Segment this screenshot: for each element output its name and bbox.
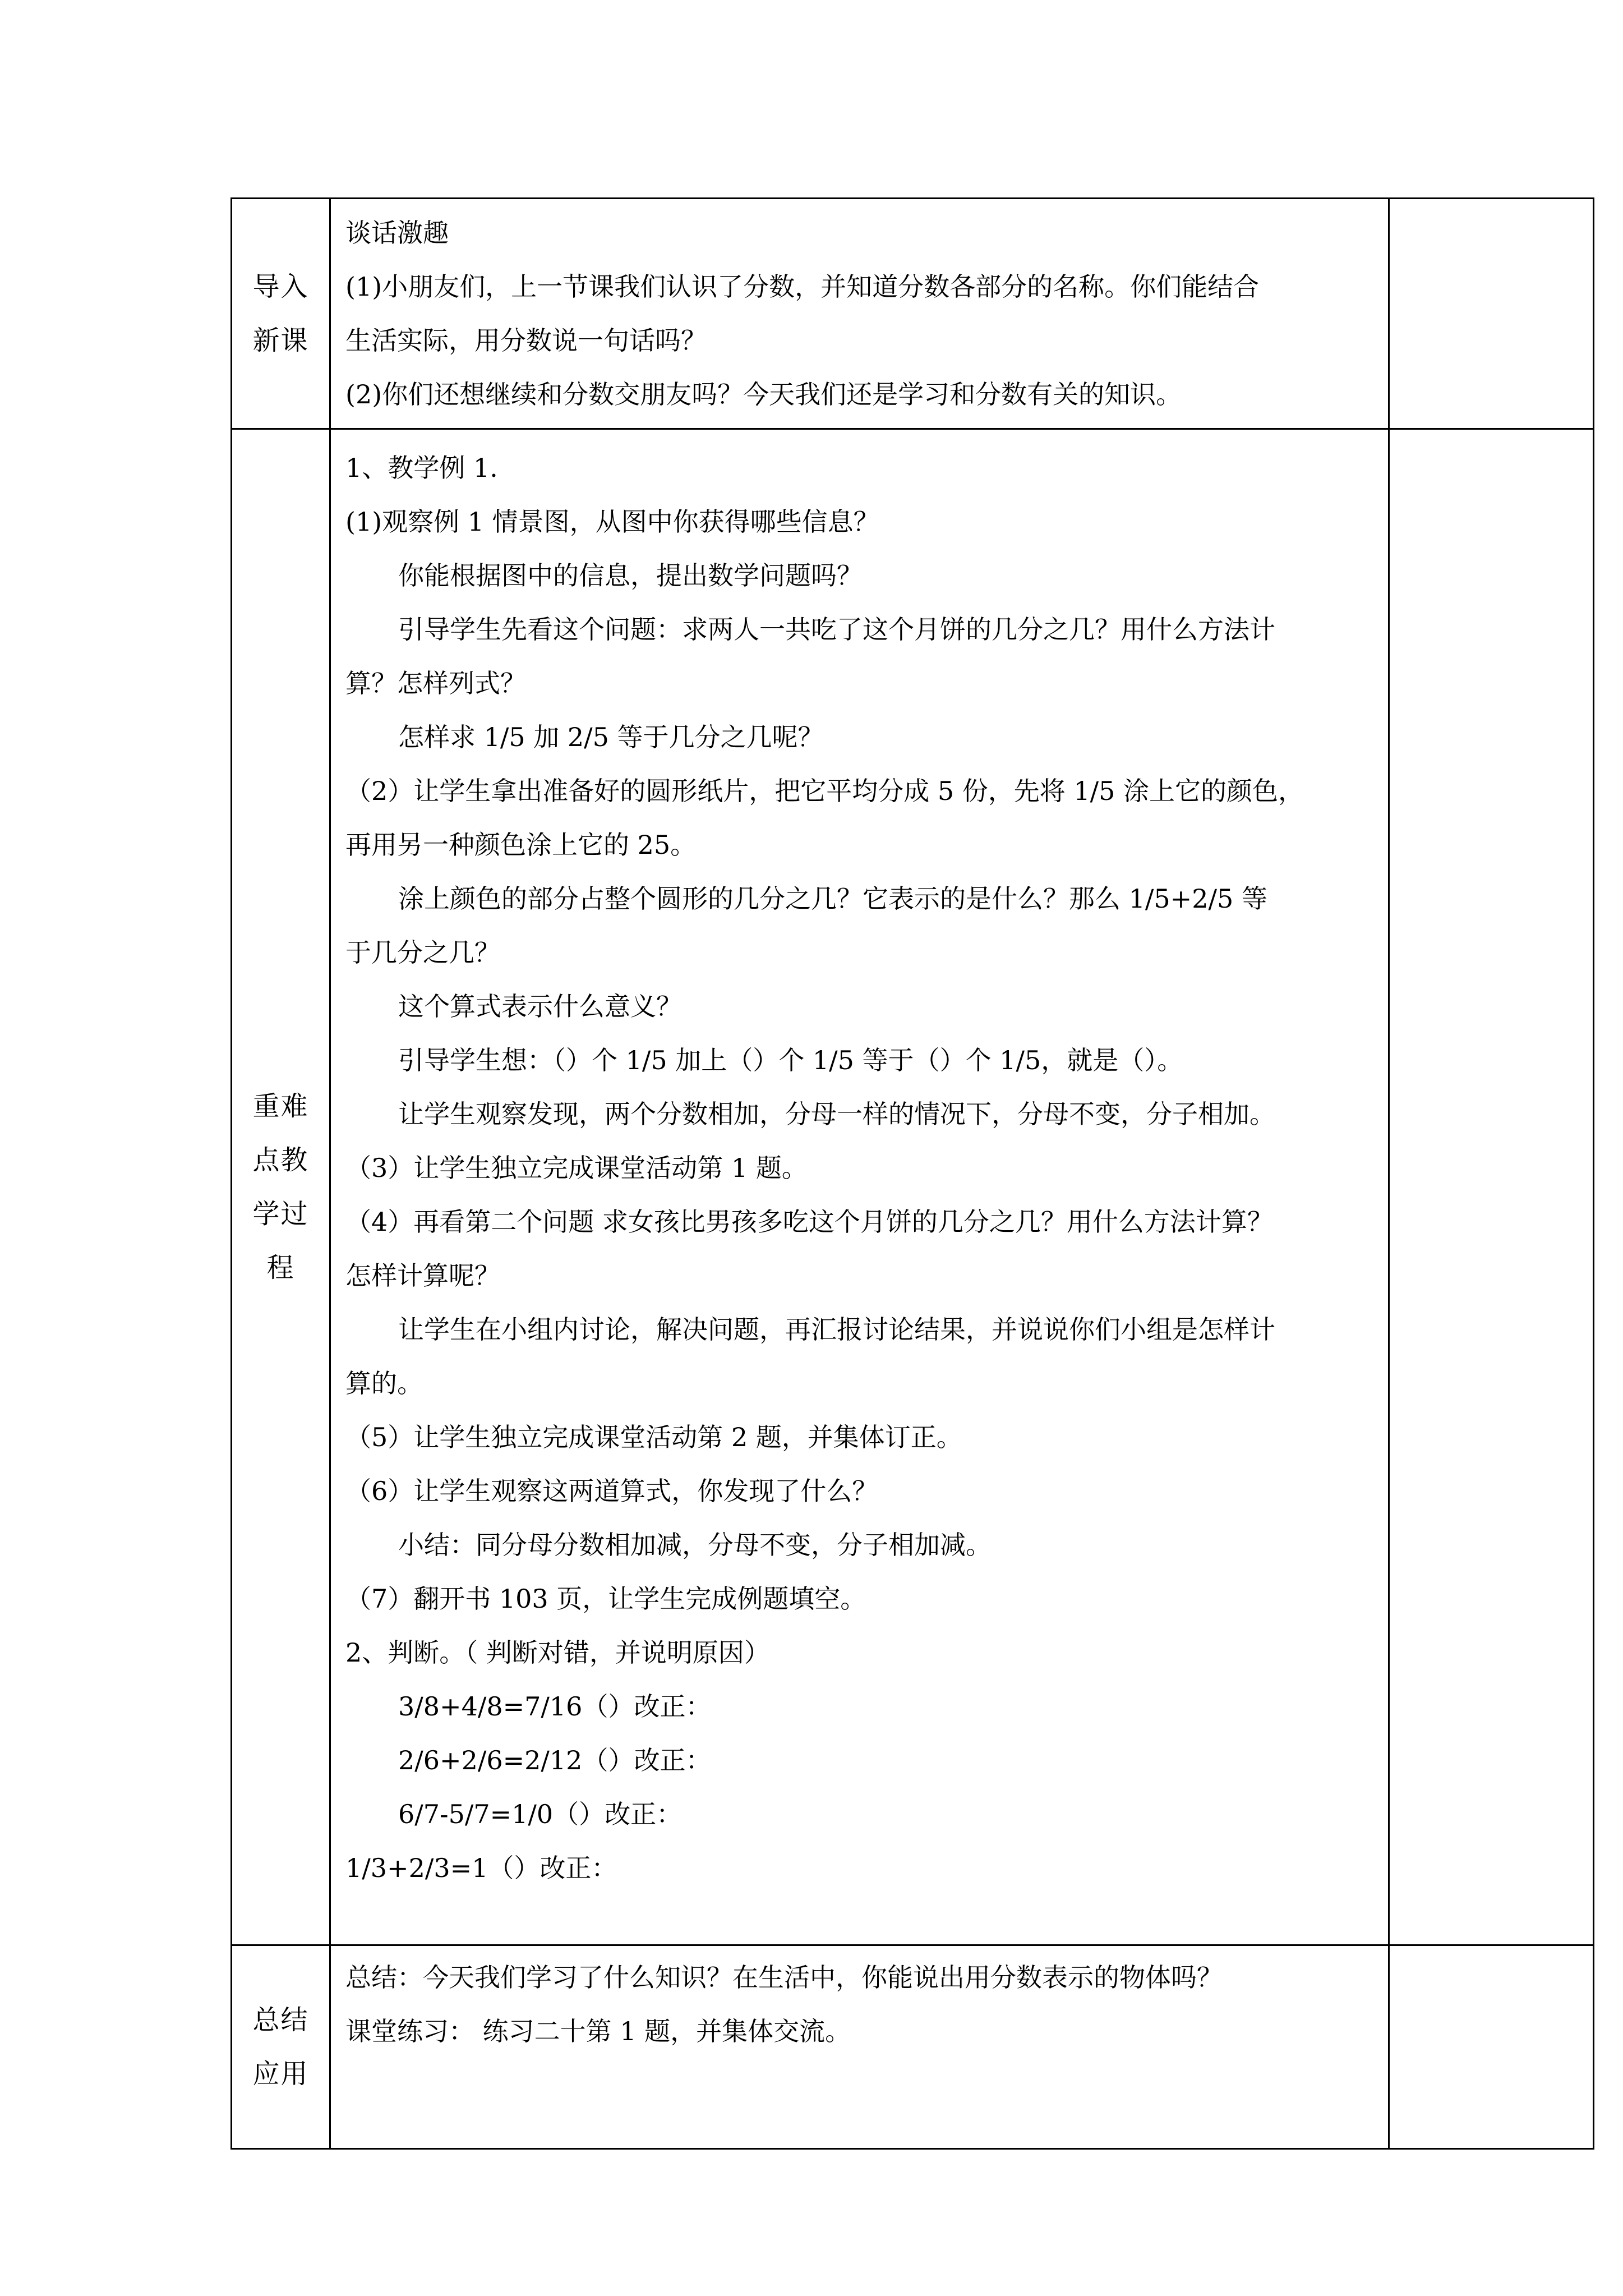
text-line: 总结：今天我们学习了什么知识？在生活中，你能说出用分数表示的物体吗？ bbox=[345, 1962, 1223, 1993]
text-line: (1)小朋友们，上一节课我们认识了分数，并知道分数各部分的名称。你们能结合 bbox=[345, 272, 1260, 302]
text-line: 怎样计算呢？ bbox=[345, 1260, 500, 1291]
text-line: （6）让学生观察这两道算式，你发现了什么？ bbox=[345, 1476, 878, 1506]
text-line: （4）再看第二个问题 求女孩比男孩多吃这个月饼的几分之几？用什么方法计算？ bbox=[345, 1207, 1273, 1237]
label-cell bbox=[232, 199, 330, 429]
notes-cell bbox=[1389, 199, 1594, 429]
content-cell bbox=[330, 199, 1389, 429]
label-cell bbox=[232, 429, 330, 1945]
text-line: 3/8+4/8=7/16（）改正： bbox=[398, 1691, 712, 1722]
content-cell bbox=[330, 1945, 1389, 2149]
text-line: 生活实际，用分数说一句话吗？ bbox=[345, 325, 707, 356]
lesson-plan-table bbox=[230, 197, 1594, 2150]
text-line: （7）翻开书 103 页，让学生完成例题填空。 bbox=[345, 1584, 866, 1614]
text-line: 小结：同分母分数相加减，分母不变，分子相加减。 bbox=[398, 1530, 992, 1560]
row-label: 总结应用 bbox=[252, 2004, 309, 2090]
text-line: (2)你们还想继续和分数交朋友吗？今天我们还是学习和分数有关的知识。 bbox=[345, 379, 1182, 409]
text-line: 这个算式表示什么意义？ bbox=[398, 991, 682, 1022]
notes-cell bbox=[1389, 1945, 1594, 2149]
text-line: 算的。 bbox=[345, 1368, 423, 1398]
text-line: （3）让学生独立完成课堂活动第 1 题。 bbox=[345, 1153, 808, 1183]
label-cell bbox=[232, 1945, 330, 2149]
row-intro bbox=[232, 199, 1594, 429]
content-cell bbox=[330, 429, 1389, 1945]
text-line: 于几分之几？ bbox=[345, 937, 500, 968]
text-line: （2）让学生拿出准备好的圆形纸片，把它平均分成 5 份，先将 1/5 涂上它的颜色， bbox=[345, 776, 1304, 806]
text-line: 1、教学例 1. bbox=[345, 453, 498, 483]
text-line: 算？怎样列式？ bbox=[345, 668, 526, 698]
text-line: 2、判断。（ 判断对错，并说明原因） bbox=[345, 1637, 770, 1668]
text-line: 6/7-5/7=1/0（）改正： bbox=[398, 1799, 683, 1829]
text-line: 再用另一种颜色涂上它的 25。 bbox=[345, 830, 697, 860]
text-line: 2/6+2/6=2/12（）改正： bbox=[398, 1745, 712, 1775]
row-main bbox=[232, 429, 1594, 1945]
text-line: （5）让学生独立完成课堂活动第 2 题，并集体订正。 bbox=[345, 1422, 962, 1452]
text-line: 让学生在小组内讨论，解决问题，再汇报讨论结果，并说说你们小组是怎样计 bbox=[398, 1314, 1275, 1345]
row-label: 重难点教学过程 bbox=[252, 1091, 309, 1283]
text-line: 谈话激趣 bbox=[345, 218, 449, 248]
text-line: 怎样求 1/5 加 2/5 等于几分之几呢？ bbox=[398, 722, 824, 752]
row-label: 导入新课 bbox=[252, 271, 309, 356]
text-line: 1/3+2/3=1（）改正： bbox=[345, 1853, 617, 1883]
text-line: 引导学生先看这个问题：求两人一共吃了这个月饼的几分之几？用什么方法计 bbox=[398, 614, 1275, 645]
row-summary bbox=[232, 1945, 1594, 2149]
text-line: 让学生观察发现，两个分数相加，分母一样的情况下，分母不变，分子相加。 bbox=[398, 1099, 1275, 1129]
notes-cell bbox=[1389, 429, 1594, 1945]
text-line: (1)观察例 1 情景图，从图中你获得哪些信息？ bbox=[345, 507, 879, 537]
text-line: 课堂练习： 练习二十第 1 题，并集体交流。 bbox=[345, 2016, 851, 2046]
text-line: 涂上颜色的部分占整个圆形的几分之几？它表示的是什么？那么 1/5+2/5 等 bbox=[398, 884, 1267, 914]
text-line: 你能根据图中的信息，提出数学问题吗？ bbox=[398, 560, 863, 591]
text-line: 引导学生想：（）个 1/5 加上（）个 1/5 等于（）个 1/5，就是（）。 bbox=[398, 1045, 1183, 1075]
